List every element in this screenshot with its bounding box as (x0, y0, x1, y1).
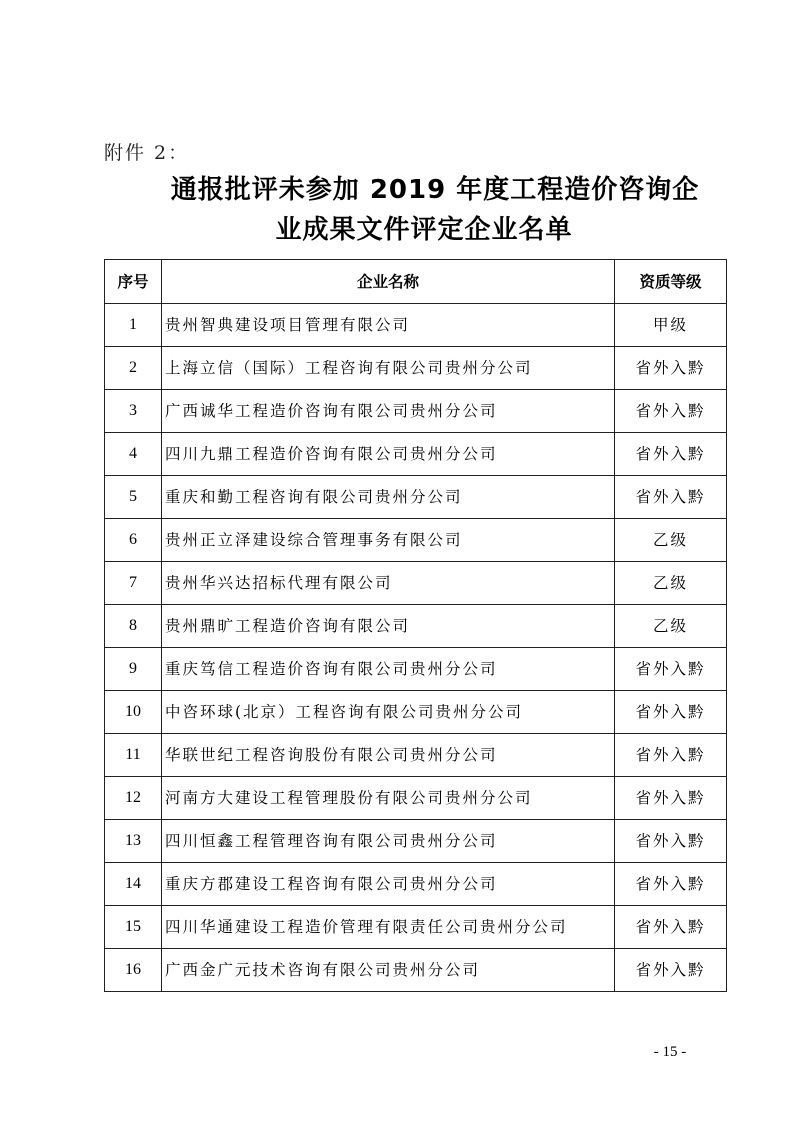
table-header-row (105, 260, 727, 304)
table-row (105, 433, 727, 476)
page-number: - 15 - (653, 1044, 687, 1060)
row-qualification-grade: 省外入黔 (615, 691, 727, 734)
row-qualification-grade: 省外入黔 (615, 906, 727, 949)
document-title-line-2: 业成果文件评定企业名单 (275, 215, 573, 245)
header-qualification-grade: 资质等级 (615, 260, 727, 304)
table-row (105, 476, 727, 519)
table-row (105, 906, 727, 949)
row-serial-number: 3 (105, 390, 162, 433)
row-serial-number: 4 (105, 433, 162, 476)
row-serial-number: 5 (105, 476, 162, 519)
row-qualification-grade: 乙级 (615, 519, 727, 562)
row-qualification-grade: 省外入黔 (615, 863, 727, 906)
row-company-name: 贵州正立泽建设综合管理事务有限公司 (162, 519, 615, 562)
row-serial-number: 13 (105, 820, 162, 863)
row-serial-number: 14 (105, 863, 162, 906)
row-company-name: 贵州智典建设项目管理有限公司 (162, 304, 615, 347)
table-row (105, 605, 727, 648)
row-company-name: 重庆和勤工程咨询有限公司贵州分公司 (162, 476, 615, 519)
row-serial-number: 7 (105, 562, 162, 605)
row-serial-number: 12 (105, 777, 162, 820)
row-company-name: 贵州鼎旷工程造价咨询有限公司 (162, 605, 615, 648)
table-row (105, 648, 727, 691)
row-qualification-grade: 甲级 (615, 304, 727, 347)
row-company-name: 河南方大建设工程管理股份有限公司贵州分公司 (162, 777, 615, 820)
row-company-name: 广西金广元技术咨询有限公司贵州分公司 (162, 949, 615, 992)
table-row (105, 304, 727, 347)
table-row (105, 562, 727, 605)
table-row (105, 390, 727, 433)
row-company-name: 贵州华兴达招标代理有限公司 (162, 562, 615, 605)
row-serial-number: 6 (105, 519, 162, 562)
row-company-name: 四川恒鑫工程管理咨询有限公司贵州分公司 (162, 820, 615, 863)
document-title-line-1: 通报批评未参加 2019 年度工程造价咨询企 (170, 175, 700, 205)
row-company-name: 华联世纪工程咨询股份有限公司贵州分公司 (162, 734, 615, 777)
row-serial-number: 15 (105, 906, 162, 949)
row-qualification-grade: 乙级 (615, 605, 727, 648)
row-serial-number: 8 (105, 605, 162, 648)
row-serial-number: 16 (105, 949, 162, 992)
row-company-name: 上海立信（国际）工程咨询有限公司贵州分公司 (162, 347, 615, 390)
row-qualification-grade: 省外入黔 (615, 347, 727, 390)
row-serial-number: 2 (105, 347, 162, 390)
row-qualification-grade: 省外入黔 (615, 476, 727, 519)
row-serial-number: 1 (105, 304, 162, 347)
row-qualification-grade: 省外入黔 (615, 820, 727, 863)
row-company-name: 重庆方郡建设工程咨询有限公司贵州分公司 (162, 863, 615, 906)
company-list-table (104, 259, 727, 992)
table-row (105, 777, 727, 820)
table-row (105, 691, 727, 734)
row-company-name: 四川九鼎工程造价咨询有限公司贵州分公司 (162, 433, 615, 476)
row-qualification-grade: 省外入黔 (615, 949, 727, 992)
row-qualification-grade: 省外入黔 (615, 777, 727, 820)
row-company-name: 广西诚华工程造价咨询有限公司贵州分公司 (162, 390, 615, 433)
row-qualification-grade: 省外入黔 (615, 433, 727, 476)
row-serial-number: 10 (105, 691, 162, 734)
table-row (105, 347, 727, 390)
row-serial-number: 9 (105, 648, 162, 691)
row-qualification-grade: 省外入黔 (615, 734, 727, 777)
row-company-name: 四川华通建设工程造价管理有限责任公司贵州分公司 (162, 906, 615, 949)
row-company-name: 中咨环球(北京）工程咨询有限公司贵州分公司 (162, 691, 615, 734)
table-row (105, 519, 727, 562)
header-company-name: 企业名称 (162, 260, 615, 304)
table-row (105, 863, 727, 906)
row-serial-number: 11 (105, 734, 162, 777)
row-qualification-grade: 省外入黔 (615, 648, 727, 691)
row-company-name: 重庆笃信工程造价咨询有限公司贵州分公司 (162, 648, 615, 691)
attachment-label: 附件 2： (104, 142, 190, 164)
row-qualification-grade: 省外入黔 (615, 390, 727, 433)
table-row (105, 949, 727, 992)
row-qualification-grade: 乙级 (615, 562, 727, 605)
header-serial-number: 序号 (105, 260, 162, 304)
table-row (105, 734, 727, 777)
table-row (105, 820, 727, 863)
